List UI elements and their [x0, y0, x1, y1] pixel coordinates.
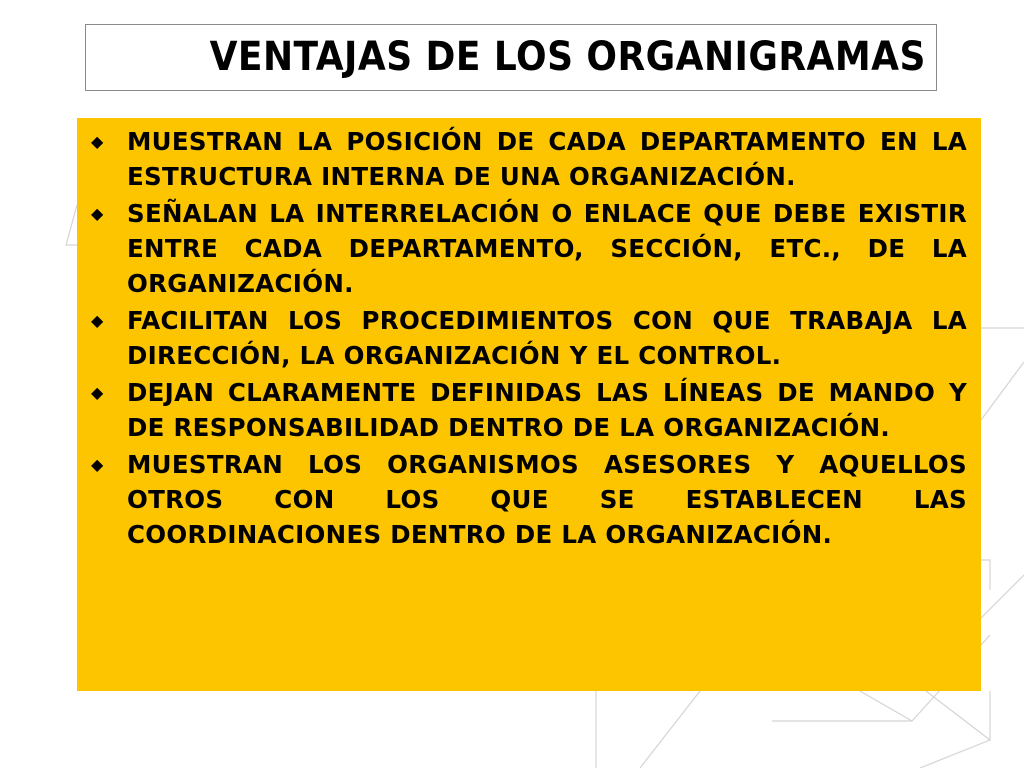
diamond-bullet-icon: ◆	[91, 311, 104, 330]
bullet-text: SEÑALAN LA INTERRELACIÓN O ENLACE QUE DEBE EXISTIR ENTRE CADA DEPARTAMENTO, SECCIÓN, ETC., DE LA ORGANIZACIÓN.	[127, 199, 967, 298]
bullet-text: MUESTRAN LA POSICIÓN DE CADA DEPARTAMENTO EN LA ESTRUCTURA INTERNA DE UNA ORGANIZACIÓN.	[127, 127, 967, 191]
bullet-text: DEJAN CLARAMENTE DEFINIDAS LAS LÍNEAS DE MANDO Y DE RESPONSABILIDAD DENTRO DE LA ORGANIZACIÓN.	[127, 378, 967, 442]
list-item	[91, 447, 967, 552]
list-item	[91, 196, 967, 301]
list-item	[91, 375, 967, 445]
bullet-text: MUESTRAN LOS ORGANISMOS ASESORES Y AQUELLOS OTROS CON LOS QUE SE ESTABLECEN LAS COORDINACIONES DENTRO DE LA ORGANIZACIÓN.	[127, 450, 967, 549]
diamond-bullet-icon: ◆	[91, 455, 104, 474]
slide-title: VENTAJAS DE LOS ORGANIGRAMAS	[209, 34, 926, 80]
diamond-bullet-icon: ◆	[91, 204, 104, 223]
bullet-list	[91, 124, 967, 552]
content-panel	[77, 118, 981, 691]
list-item	[91, 124, 967, 194]
diamond-bullet-icon: ◆	[91, 383, 104, 402]
list-item	[91, 303, 967, 373]
title-box	[85, 24, 937, 91]
bullet-text: FACILITAN LOS PROCEDIMIENTOS CON QUE TRABAJA LA DIRECCIÓN, LA ORGANIZACIÓN Y EL CONTROL.	[127, 306, 967, 370]
diamond-bullet-icon: ◆	[91, 132, 104, 151]
